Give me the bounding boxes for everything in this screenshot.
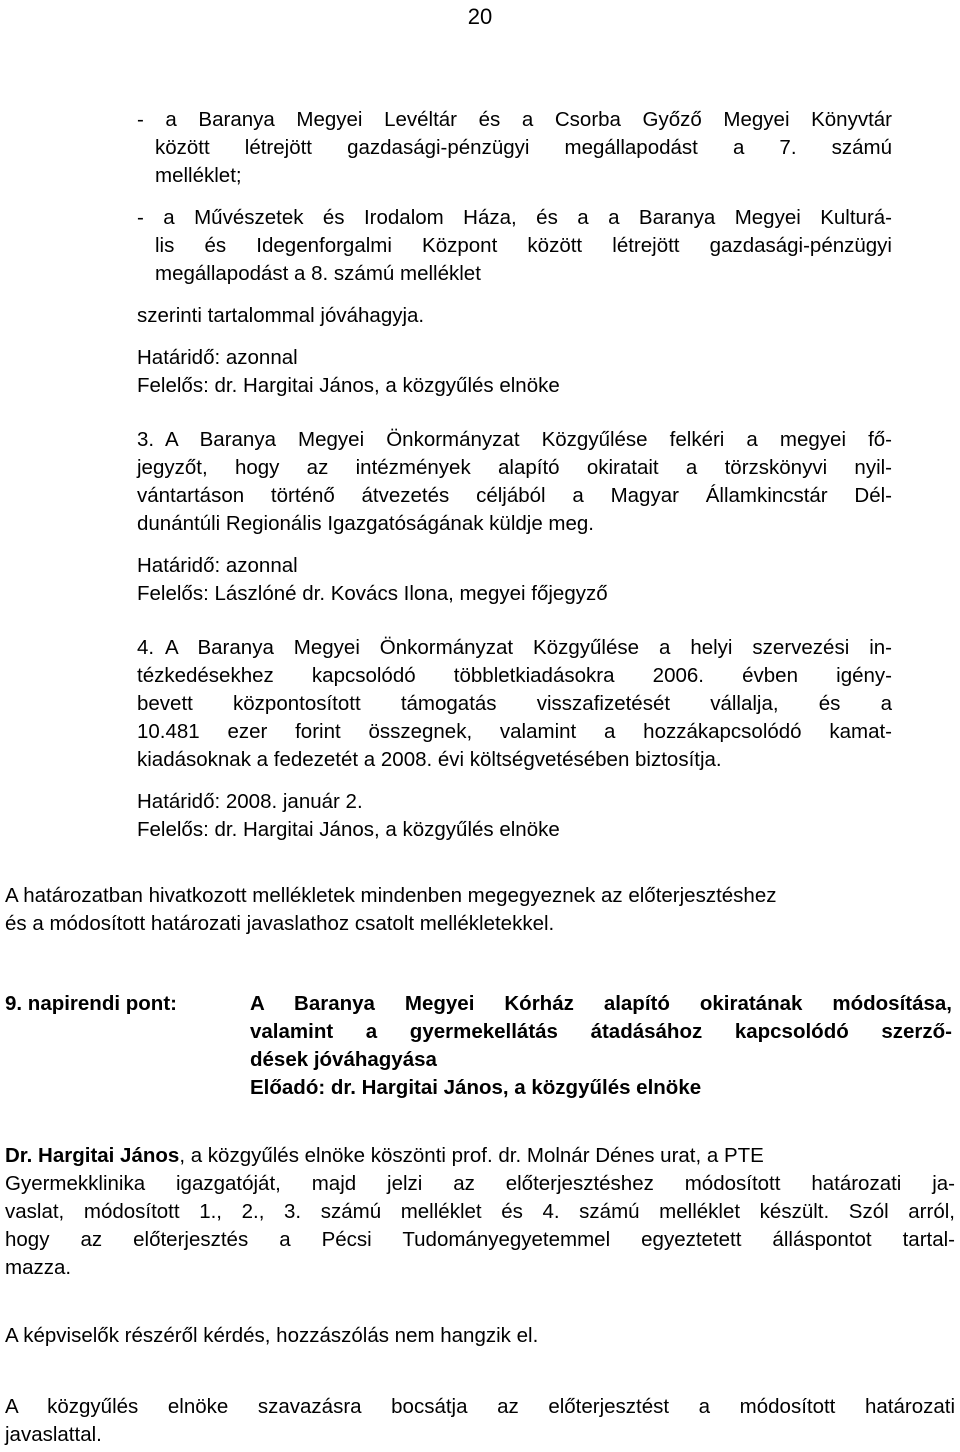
responsible: Felelős: Lászlóné dr. Kovács Ilona, megyei főjegyző (137, 582, 608, 605)
agenda-presenter: Előadó: dr. Hargitai János, a közgyűlés elnöke (250, 1076, 702, 1099)
agenda-title-line: dések jóváhagyása (250, 1048, 437, 1071)
agenda-label: 9. napirendi pont: (5, 992, 177, 1015)
body-line: mazza. (5, 1256, 72, 1279)
deadline: Határidő: 2008. január 2. (137, 790, 363, 813)
page-number: 20 (467, 4, 493, 29)
body-line: vaslat, módosított 1., 2., 3. számú melléklet és 4. számú melléklet készült. Szól arról, (5, 1200, 955, 1223)
agenda-title-line: A Baranya Megyei Kórház alapító okiratának módosítása, (250, 992, 952, 1015)
agenda-title-line: valamint a gyermekellátás átadásához kapcsolódó szerző- (250, 1020, 952, 1043)
deadline: Határidő: azonnal (137, 554, 298, 577)
body-line: jegyzőt, hogy az intézmények alapító okiratait a törzskönyvi nyil- (137, 456, 892, 479)
deadline: Határidő: azonnal (137, 346, 298, 369)
body-line: A Baranya Megyei Önkormányzat Közgyűlése a helyi szervezési in- (165, 636, 892, 659)
body-line: melléklet; (155, 164, 242, 187)
body-line: A közgyűlés elnöke szavazásra bocsátja az előterjesztést a módosított határozati (5, 1395, 955, 1418)
body-line: lis és Idegenforgalmi Központ között létrejött gazdasági-pénzügyi (155, 234, 892, 257)
body-line: A határozatban hivatkozott mellékletek mindenben megegyeznek az előterjesztéshez (5, 884, 777, 907)
item-number: 4. (137, 636, 155, 659)
responsible: Felelős: dr. Hargitai János, a közgyűlés elnöke (137, 818, 560, 841)
body-line: Gyermekklinika igazgatóját, majd jelzi az előterjesztéshez módosított határozati ja- (5, 1172, 955, 1195)
body-line: - a Baranya Megyei Levéltár és a Csorba Győző Megyei Könyvtár (137, 108, 892, 131)
body-line: bevett központosított támogatás visszafizetését vállalja, és a (137, 692, 892, 715)
body-line: - a Művészetek és Irodalom Háza, és a a Baranya Megyei Kulturá- (137, 206, 892, 229)
speaker-name: Dr. Hargitai János (5, 1144, 180, 1167)
body-line: 10.481 ezer forint összegnek, valamint a hozzákapcsolódó kamat- (137, 720, 892, 743)
body-line: tézkedésekhez kapcsolódó többletkiadásokra 2006. évben igény- (137, 664, 892, 687)
item-number: 3. (137, 428, 155, 451)
body-line: A képviselők részéről kérdés, hozzászólás nem hangzik el. (5, 1324, 539, 1347)
responsible: Felelős: dr. Hargitai János, a közgyűlés elnöke (137, 374, 560, 397)
body-line: A Baranya Megyei Önkormányzat Közgyűlése felkéri a megyei fő- (165, 428, 892, 451)
body-line: megállapodást a 8. számú melléklet (155, 262, 481, 285)
body-line (5, 1142, 764, 1170)
body-line: kiadásoknak a fedezetét a 2008. évi költségvetésében biztosítja. (137, 748, 722, 771)
body-line: dunántúli Regionális Igazgatóságának küldje meg. (137, 512, 595, 535)
body-text: , a közgyűlés elnöke köszönti prof. dr. Molnár Dénes urat, a PTE (179, 1144, 764, 1167)
body-line: között létrejött gazdasági-pénzügyi megállapodást a 7. számú (155, 136, 892, 159)
body-line: hogy az előterjesztés a Pécsi Tudományegyetemmel egyeztetett álláspontot tartal- (5, 1228, 955, 1251)
body-line: javaslattal. (5, 1423, 102, 1446)
body-line: vántartáson történő átvezetés céljából a Magyar Államkincstár Dél- (137, 484, 892, 507)
body-line: és a módosított határozati javaslathoz csatolt mellékletekkel. (5, 912, 555, 935)
approval-text: szerinti tartalommal jóváhagyja. (137, 304, 425, 327)
